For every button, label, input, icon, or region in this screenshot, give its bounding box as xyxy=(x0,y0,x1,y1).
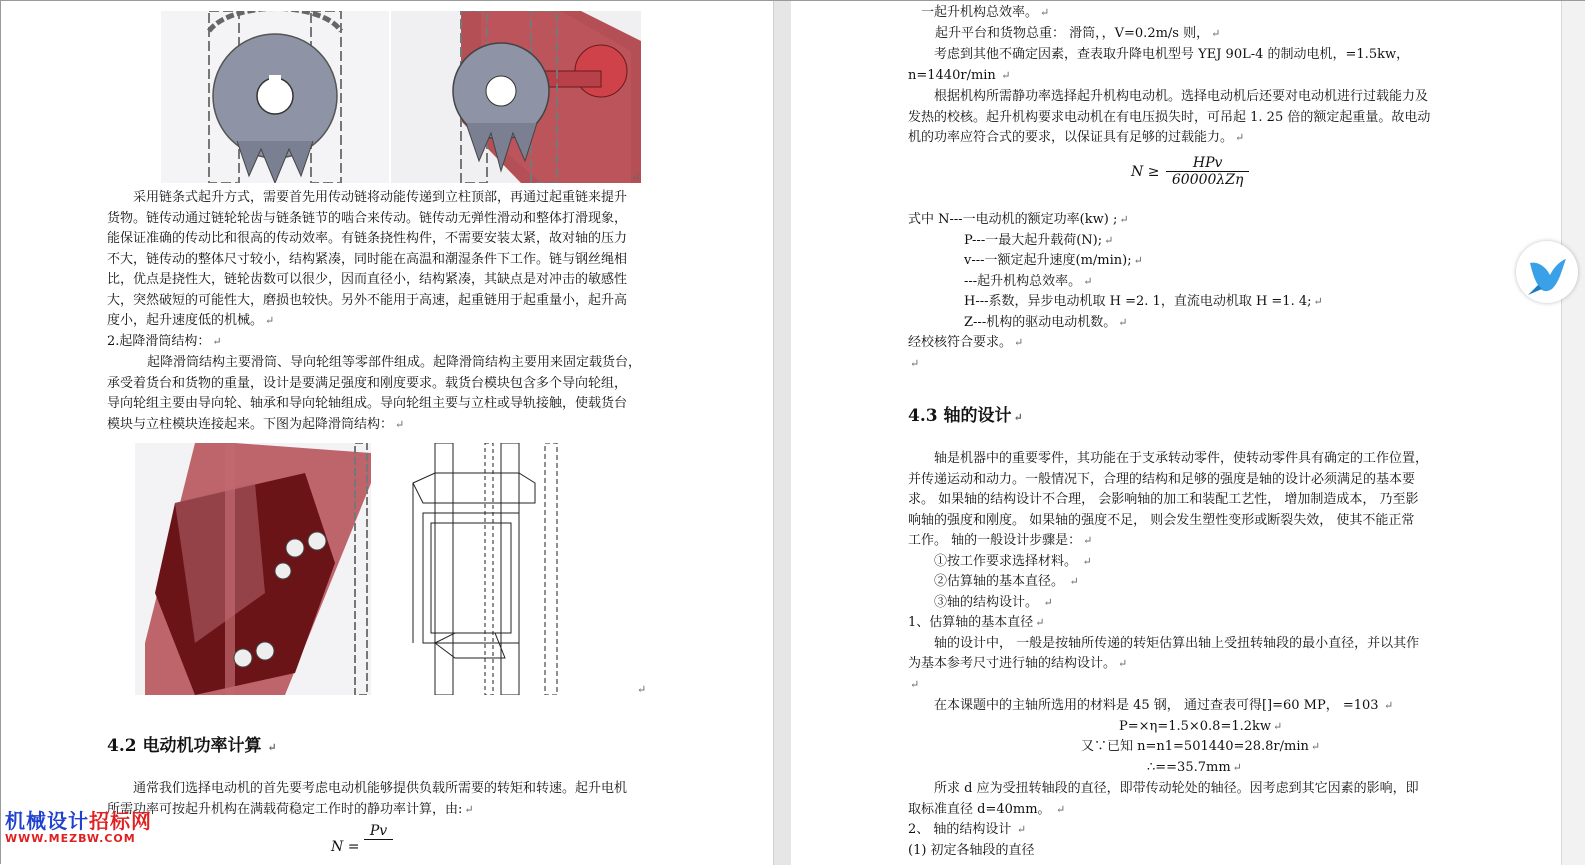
formula-definitions: 式中 N---一电动机的额定功率(kw) ; ↵ P---一最大起升载荷(N); ↵ v---一额定起升速度(m/min); ↵ ---起升机构总效率。 ↵ H---系数，异步电动机取 H =2. 1，直流电动机取 H =1. 4; ↵ Z---机构的驱动电动机数。 ↵ 经校核符合要求。 ↵ ↵ xyxy=(908,212,1323,370)
paragraph-standard-diameter: 所求 d 应为受扭转轴段的直径，即带传动轮处的轴径。因考虑到其它因素的影响，即 取标准直径 d=40mm。 ↵ 2、 轴的结构设计 ↵ (1) 初定各轴段的直径 xyxy=(908,781,1419,858)
sprocket-figure xyxy=(161,11,641,183)
floating-assistant-bird-icon[interactable] xyxy=(1516,241,1578,303)
paragraph-overload-check: 根据机构所需静功率选择起升机构电动机。选择电动机后还要对电动机进行过载能力及 发热的校核。起升机构要求电动机在有电压损失时，可吊起 1. 25 倍的额定起重量。故电动 机的功率应符合式的要求，以保证具有足够的过载能力。 ↵ xyxy=(908,89,1431,145)
overload-formula: N ≥ $\frac{\text{HPv}}{\text{60000λZη}}$ xyxy=(1131,155,1249,188)
document-page-right xyxy=(791,1,1561,865)
text-efficiency-note: 一起升机构总效率。 ↵ xyxy=(921,5,1050,20)
paragraph-mark: ↵ xyxy=(637,683,647,696)
section-heading-4-2: 4.2 电动机功率计算 ↵ xyxy=(107,736,277,756)
paragraph-motor-selection: 考虑到其他不确定因素，查表取升降电机型号 YEJ 90L-4 的制动电机，=1.5kw， n=1440r/min ↵ xyxy=(908,47,1410,83)
slide-structure-figure xyxy=(135,443,575,695)
paragraph-slide-structure: 起降滑筒结构主要滑筒、导向轮组等零部件组成。起降滑筒结构主要用来固定载货台， 承受着货台和货物的重量，设计是要满足强度和刚度要求。载货台模块包含多个导向轮组， 导向轮组主要由导向轮、轴承和导向轮轴组成。导向轮组主要与立柱或导轨接触，使载货台 模块与立柱模块连接起来。下图为起降滑筒结构： ↵ xyxy=(107,355,642,432)
calc-power: P=×η=1.5×0.8=1.2kw ↵ xyxy=(1119,719,1283,734)
calc-speed: 又∵已知 n=n1=501440=28.8r/min ↵ xyxy=(1081,739,1321,754)
static-power-formula: N = Pv xyxy=(331,823,393,855)
paragraph-chain-lift: 采用链条式起升方式，需要首先用传动链将动能传递到立柱顶部，再通过起重链来提升 货物。链传动通过链轮轮齿与链条链节的啮合来传动。链传动无弹性滑动和整体打滑现象， 能保证准确的传动比和很高的传动效率。有链条挠性构件，不需要安装太紧，故对轴的压力 不大，链传动的整体尺寸较小，结构紧凑，同时能在高温和潮湿条件下工作。链与钢丝绳相 比，优点是挠性大，链轮齿数可以很少，因而直径小，结构紧凑，其缺点是对冲击的敏感性 大，突然破短的可能性大，磨损也较快。另外不能用于高速，起重链用于起重量小，起升高 度小，起升速度低的机械。 ↵ xyxy=(107,190,628,328)
paragraph-mark: ↵ xyxy=(631,171,641,184)
page-gutter xyxy=(773,1,793,865)
paragraph-slide-heading: 2.起降滑筒结构： ↵ xyxy=(107,334,222,349)
document-page-left xyxy=(1,1,773,865)
calc-diameter: ∴==35.7mm ↵ xyxy=(1147,760,1242,775)
site-watermark: 机械设计招标网 WWW.MEZBW.COM xyxy=(5,809,152,845)
paragraph-material: 在本课题中的主轴所选用的材料是 45 钢， 通过查表可得[]=60 MP， =103 ↵ xyxy=(934,698,1394,713)
text-total-weight: 起升平台和货物总重： 滑筒，，V=0.2m/s 则， ↵ xyxy=(935,26,1221,41)
paragraph-shaft-intro: 轴是机器中的重要零件，其功能在于支承转动零件，使转动零件具有确定的工作位置， 并传递运动和动力。一般情况下，合理的结构和足够的强度是轴的设计必须满足的基本要 求。 如果轴的结构设计不合理， 会影响轴的加工和装配工艺性， 增加制造成本， 乃至影 响轴的强度和刚度。 如果轴的强度不足， 则会发生塑性变形或断裂失效， 使其不能正常 工作。 轴的一般设计步骤是： ↵ ①按工作要求选择材料。 ↵ ②估算轴的基本直径。 ↵ ③轴的结构设计。 ↵ 1、估算轴的基本直径 ↵ 轴的设计中， 一般是按轴所传递的转矩估算出轴上受扭转轴段的最小直径，并以其作 为基本参考尺寸进行轴的结构设计。 ↵ ↵ xyxy=(908,451,1429,691)
section-heading-4-3: 4.3 轴的设计 ↵ xyxy=(908,406,1023,426)
paragraph-motor-power: 通常我们选择电动机的首先要考虑电动机能够提供负载所需要的转矩和转速。起升电机 所需功率可按起升机构在满载荷稳定工作时的静功率计算，由: ↵ xyxy=(107,781,628,817)
scroll-edge xyxy=(1561,1,1585,865)
slide-line-drawing xyxy=(413,443,557,695)
